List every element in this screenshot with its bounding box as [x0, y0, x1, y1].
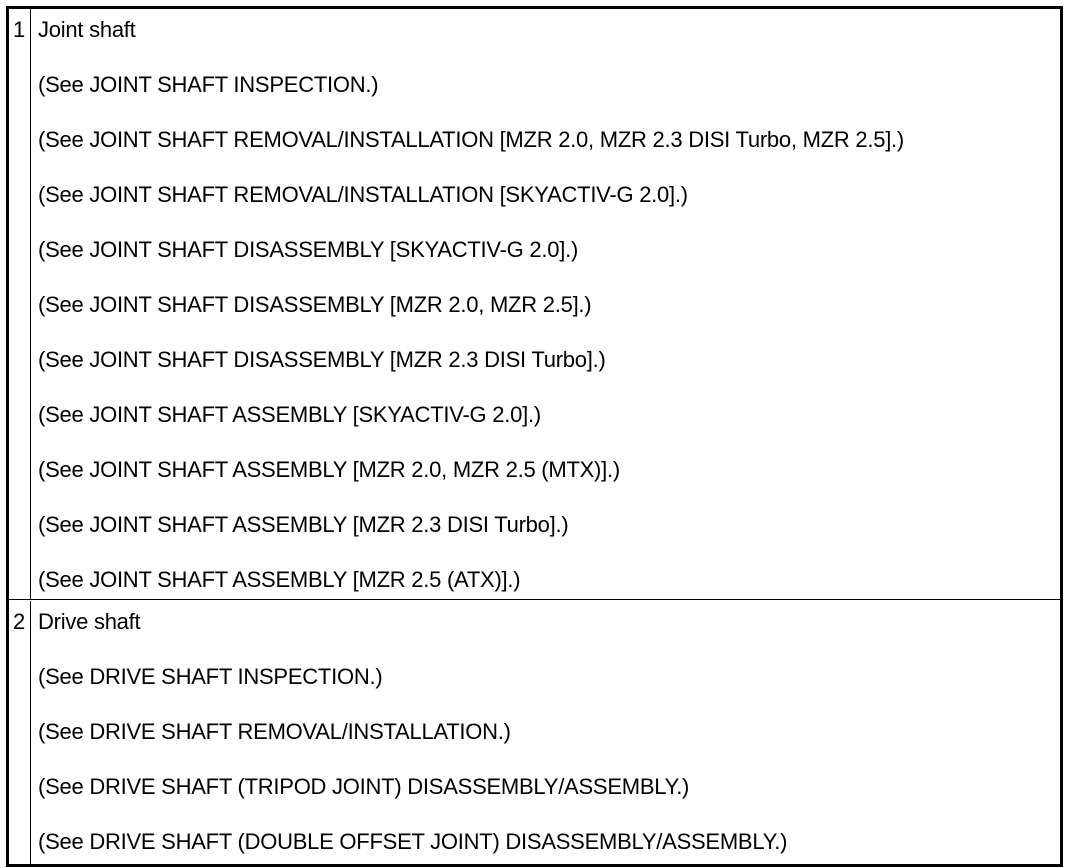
reference-link[interactable]: (See JOINT SHAFT DISASSEMBLY [MZR 2.0, MZR 2.5].) — [38, 292, 592, 317]
reference-link[interactable]: (See JOINT SHAFT DISASSEMBLY [SKYACTIV-G 2.0].) — [38, 237, 579, 262]
item-number: 1 — [13, 17, 26, 42]
reference-link[interactable]: (See JOINT SHAFT ASSEMBLY [MZR 2.5 (ATX)].) — [38, 567, 521, 592]
item-number-cell — [9, 601, 31, 864]
reference-link[interactable]: (See JOINT SHAFT DISASSEMBLY [MZR 2.3 DISI Turbo].) — [38, 347, 606, 372]
item-title: Joint shaft — [38, 17, 136, 42]
reference-link[interactable]: (See JOINT SHAFT REMOVAL/INSTALLATION [SKYACTIV-G 2.0].) — [38, 182, 688, 207]
reference-link[interactable]: (See DRIVE SHAFT (TRIPOD JOINT) DISASSEMBLY/ASSEMBLY.) — [38, 774, 690, 799]
reference-link[interactable]: (See DRIVE SHAFT (DOUBLE OFFSET JOINT) DISASSEMBLY/ASSEMBLY.) — [38, 829, 788, 854]
reference-link[interactable]: (See DRIVE SHAFT REMOVAL/INSTALLATION.) — [38, 719, 511, 744]
procedure-table — [6, 6, 1063, 867]
item-content-cell — [32, 9, 1060, 599]
reference-link[interactable]: (See JOINT SHAFT INSPECTION.) — [38, 72, 379, 97]
item-number-cell — [9, 9, 31, 599]
item-title: Drive shaft — [38, 609, 141, 634]
reference-link[interactable]: (See JOINT SHAFT REMOVAL/INSTALLATION [MZR 2.0, MZR 2.3 DISI Turbo, MZR 2.5].) — [38, 127, 904, 152]
item-content-cell — [32, 601, 1060, 864]
item-number: 2 — [13, 609, 26, 634]
reference-link[interactable]: (See JOINT SHAFT ASSEMBLY [MZR 2.3 DISI Turbo].) — [38, 512, 569, 537]
reference-link[interactable]: (See JOINT SHAFT ASSEMBLY [MZR 2.0, MZR 2.5 (MTX)].) — [38, 457, 620, 482]
table-row — [9, 9, 1060, 600]
reference-link[interactable]: (See DRIVE SHAFT INSPECTION.) — [38, 664, 383, 689]
table-row — [9, 601, 1060, 864]
reference-link[interactable]: (See JOINT SHAFT ASSEMBLY [SKYACTIV-G 2.0].) — [38, 402, 541, 427]
